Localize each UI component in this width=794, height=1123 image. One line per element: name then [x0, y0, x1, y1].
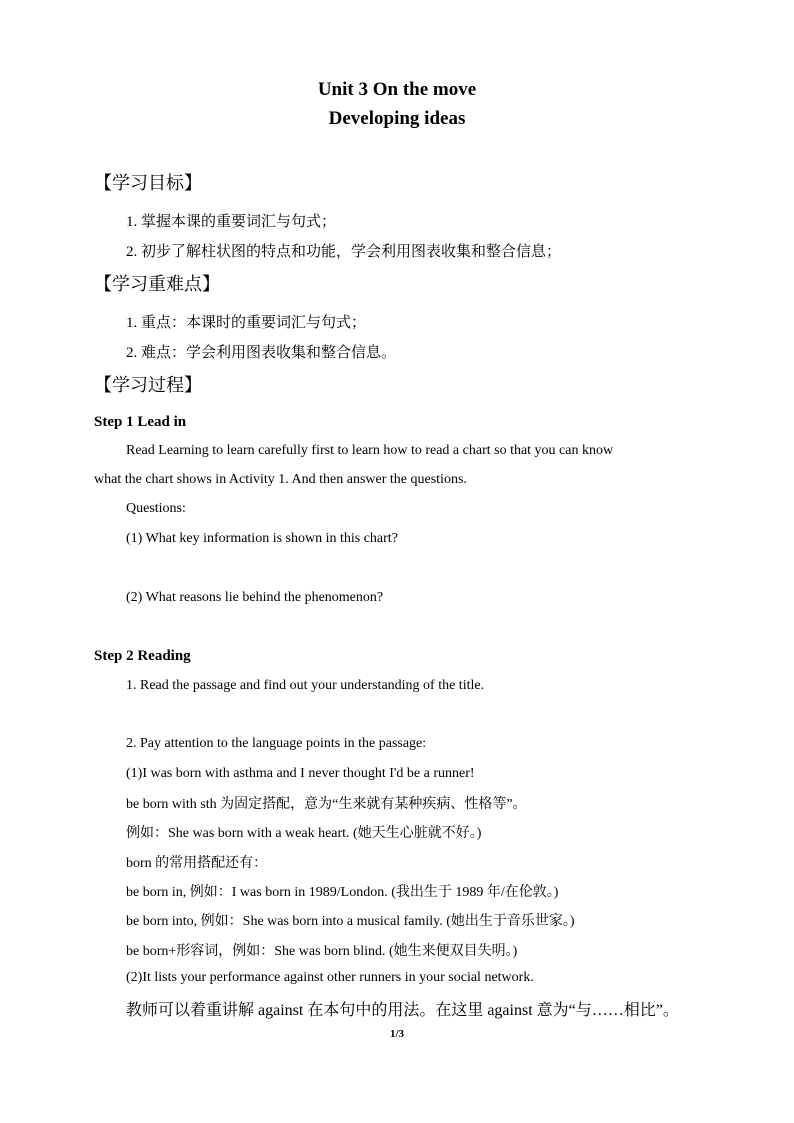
question-2: (2) What reasons lie behind the phenomenon? [126, 590, 384, 605]
objective-item-2: 2. 初步了解柱状图的特点和功能，学会利用图表收集和整合信息； [126, 244, 562, 260]
language-point-2-note: 教师可以着重讲解 against 在本句中的用法。在这里 against 意为“与……相比”。 [126, 1002, 679, 1019]
page-number: 1/3 [389, 1028, 405, 1040]
document-title: Unit 3 On the move [317, 79, 477, 100]
reading-item-1: 1. Read the passage and find out your understanding of the title. [126, 678, 485, 693]
key-point-item-2: 2. 难点：学会利用图表收集和整合信息。 [126, 345, 397, 361]
questions-label: Questions: [126, 501, 186, 516]
born-usage-label: born 的常用搭配还有： [126, 856, 268, 871]
born-usage-1: be born in, 例如：I was born in 1989/London. (我出生于 1989 年/在伦敦。) [126, 885, 559, 900]
step1-paragraph-line-1: Read Learning to learn carefully first to learn how to read a chart so that you can know [126, 443, 614, 458]
step1-paragraph-line-2: what the chart shows in Activity 1. And then answer the questions. [94, 472, 467, 487]
born-usage-3: be born+形容词，例如：She was born blind. (她生来便双目失明。) [126, 944, 518, 959]
language-point-1: (1)I was born with asthma and I never thought I'd be a runner! [126, 766, 475, 781]
objectives-heading: 【学习目标】 [94, 173, 202, 194]
objective-item-1: 1. 掌握本课的重要词汇与句式； [126, 214, 337, 230]
step1-heading: Step 1 Lead in [94, 414, 187, 430]
reading-item-2: 2. Pay attention to the language points in the passage: [126, 736, 427, 751]
question-1: (1) What key information is shown in this chart? [126, 531, 398, 546]
language-point-1-example: 例如：She was born with a weak heart. (她天生心脏就不好。) [126, 826, 482, 841]
language-point-1-note: be born with sth 为固定搭配，意为“生来就有某种疾病、性格等”。 [126, 797, 527, 812]
key-point-item-1: 1. 重点：本课时的重要词汇与句式； [126, 315, 367, 331]
key-points-heading: 【学习重难点】 [94, 274, 220, 295]
step2-heading: Step 2 Reading [94, 648, 191, 664]
process-heading: 【学习过程】 [94, 375, 202, 396]
born-usage-2: be born into, 例如：She was born into a musical family. (她出生于音乐世家。) [126, 914, 575, 929]
document-subtitle: Developing ideas [328, 108, 466, 129]
language-point-2: (2)It lists your performance against other runners in your social network. [126, 970, 534, 985]
